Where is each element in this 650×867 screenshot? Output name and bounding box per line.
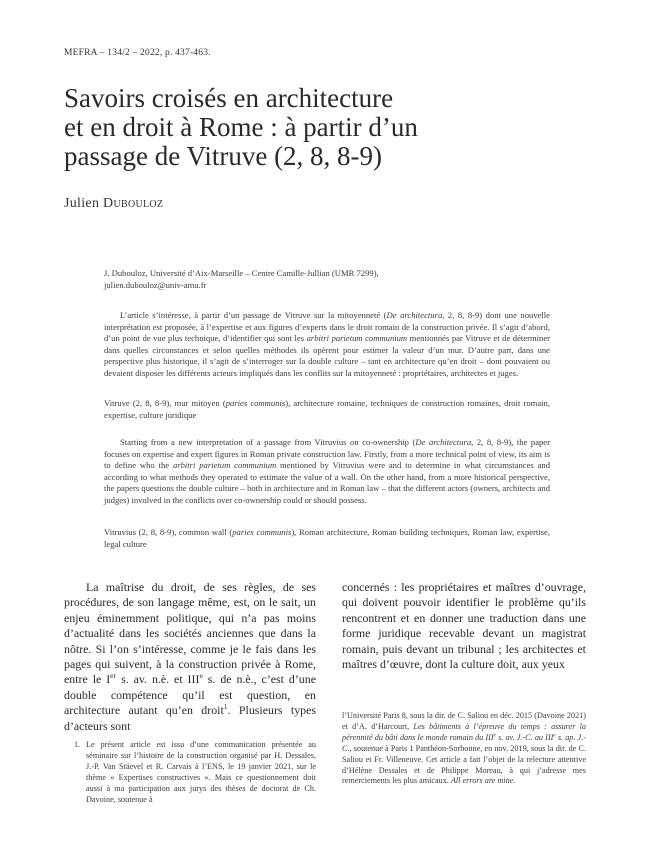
keywords-english <box>104 527 550 550</box>
footnote-reference[interactable]: 1 <box>223 702 228 712</box>
body-text: s. de n.è., c’est d’une double compétence qu’il est question, en architecture autant qu’en droit <box>64 672 316 718</box>
keywords-fr-text: ), architecture romaine, techniques de construction romaines, droit romain, expertise, culture juridique <box>104 398 550 420</box>
title-line-2: et en droit à Rome : à partir d’un <box>64 112 418 142</box>
abstract-fr-latin-term: arbitri parietum communium <box>306 333 408 344</box>
footnote-closing-italic: All errors are mine. <box>450 776 516 786</box>
abstract-english <box>104 437 550 507</box>
abstract-french <box>104 310 550 380</box>
keywords-fr-latin-term: paries communis <box>225 398 286 408</box>
footnote-title-part: s. ap. J.-C. <box>342 732 586 753</box>
footnote-number: 1. <box>74 740 81 749</box>
keywords-en-text: ), Roman architecture, Roman building techniques, Roman law, expertise, legal culture <box>104 527 550 549</box>
author-affiliation <box>104 268 550 291</box>
author-name <box>64 196 163 212</box>
ordinal-superscript: er <box>110 671 117 681</box>
ordinal-superscript: e <box>553 732 556 739</box>
affiliation-email: julien.dubouloz@univ-amu.fr <box>104 279 207 290</box>
journal-header: MEFRA – 134/2 – 2022, p. 437-463. <box>64 48 211 58</box>
footnote-text: , soutenue à Paris 1 Panthéon-Sorbonne, en nov. 2019, sous la dir. de C. Saliou et Fr. Villeneuve. Cet article a fait l’objet de la relecture attentive d’Hélène Dessales et de Philippe Moreau, à qui j’adresse mes remerciements les plus amicaux. <box>342 743 586 786</box>
footnote-title-part: Les bâtiments à l’épreuve du temps : assurer la pérennité du bâti dans le monde romain du III <box>342 721 587 742</box>
keywords-french <box>104 398 550 421</box>
keywords-fr-text: Vitruve (2, 8, 8-9), mur mitoyen ( <box>104 398 226 408</box>
title-line-3: passage de Vitruve (2, 8, 8-9) <box>64 141 383 171</box>
footnote-text: Le présent article est issu d’une communication présentée au séminaire sur l’histoire de la construction organisé par H. Dessales, J.-P. Van Stäevel et R. Carvais à l’ENS, le 19 janvier 2021, sur le thème « Expertises constructives ». Mais ce questionnement doit aussi à ma participation aux jurys des thèses de doctorat de Ch. Davoine, soutenue à <box>86 740 316 804</box>
footnote-1 <box>64 740 316 805</box>
abstract-en-text: mentioned by Vitruvius were and to determine in what circumstances and according to what methods they operated to estimate the value of a wall. On the other hand, from a more historical perspective, the papers questions the double culture – both in architecture and in Roman law – that the different actors (owners, architects and judges) involved in the conflicts over co-ownership could or should possess. <box>104 460 551 505</box>
body-column-left <box>64 580 316 734</box>
abstract-en-work-title: De architectura <box>415 437 472 447</box>
abstract-fr-text: L’article s’intéresse, à partir d’un passage de Vitruve sur la mitoyenneté ( <box>120 310 387 320</box>
ordinal-superscript: e <box>199 671 203 681</box>
title-line-1: Savoirs croisés en architecture <box>64 83 394 113</box>
footnote-text: l’Université Paris 8, sous la dir. de C. Saliou en déc. 2015 (Davoine 2021) et d’A. d’Harcourt, <box>342 711 586 731</box>
affiliation-line: J. Dubouloz, Université d’Aix-Marseille – Centre Camille-Jullian (UMR 7299), <box>104 268 379 278</box>
body-paragraph: concernés : les propriétaires et maîtres d’ouvrage, qui doivent pouvoir identifier le problème qu’ils rencontrent et en donner une traduction dans une forme juridique recevable devant un magistrat romain, puis devant un tribunal ; les architectes et maîtres d’œuvre, dont la culture doit, aux yeux <box>342 580 586 672</box>
abstract-en-text: , 2, 8, 8-9), the paper focuses on expertise and expert figures in Roman private construction law. Firstly, from a more technical point of view, its aim is to define who the <box>104 437 550 471</box>
abstract-fr-text: , 2, 8, 8-9) dont une nouvelle interprétation est proposée, à l’expertise et aux figures d’experts dans le droit romain de la construction privée. Il s’agit d’abord, d’un point de vue plus technique, d’identifier qui sont les <box>104 310 550 344</box>
footnote-title-part: s. av. J.-C. au III <box>495 732 554 742</box>
abstract-en-text: Starting from a new interpretation of a passage from Vitruvius on co-ownership ( <box>120 437 416 447</box>
abstract-en-latin-term: arbitri parietum communium <box>172 460 277 471</box>
abstract-fr-work-title: De architectura <box>386 310 443 320</box>
abstract-fr-text: mentionnés par Vitruve et de déterminer dans quelles circonstances et selon quelles méthodes ils opèrent pour estimer la valeur d’un mur. D’autre part, dans une perspective plus historique, il s’agit de s’interroger sur la double culture – tant en architecture qu’en droit – dont pouvaient ou devaient disposer les différents acteurs impliqués dans les conflits sur la mitoyenneté : propriétaires, architectes et juges. <box>104 333 551 378</box>
body-column-right <box>342 580 586 672</box>
keywords-en-latin-term: paries communis <box>232 527 292 537</box>
author-last-name: Dubouloz <box>103 196 164 211</box>
keywords-en-text: Vitruvius (2, 8, 8-9), common wall ( <box>104 527 233 537</box>
body-text: La maîtrise du droit, de ses règles, de ses procédures, de son langage même, est, on le sait, un enjeu éminemment politique, qui n’a pas moins d’actualité dans les sociétés anciennes que dans la nôtre. Si l’on s’intéresse, comme je le fais dans les pages qui suivent, à la construction privée à Rome, entre le I <box>64 580 316 687</box>
body-paragraph <box>64 580 316 734</box>
footnote-1-continued <box>342 711 586 787</box>
author-first-name: Julien <box>64 196 104 211</box>
body-text: s. av. n.è. et III <box>116 672 200 687</box>
body-text: . Plusieurs types d’acteurs sont <box>64 703 316 733</box>
ordinal-superscript: e <box>493 732 496 739</box>
article-title <box>64 84 564 171</box>
